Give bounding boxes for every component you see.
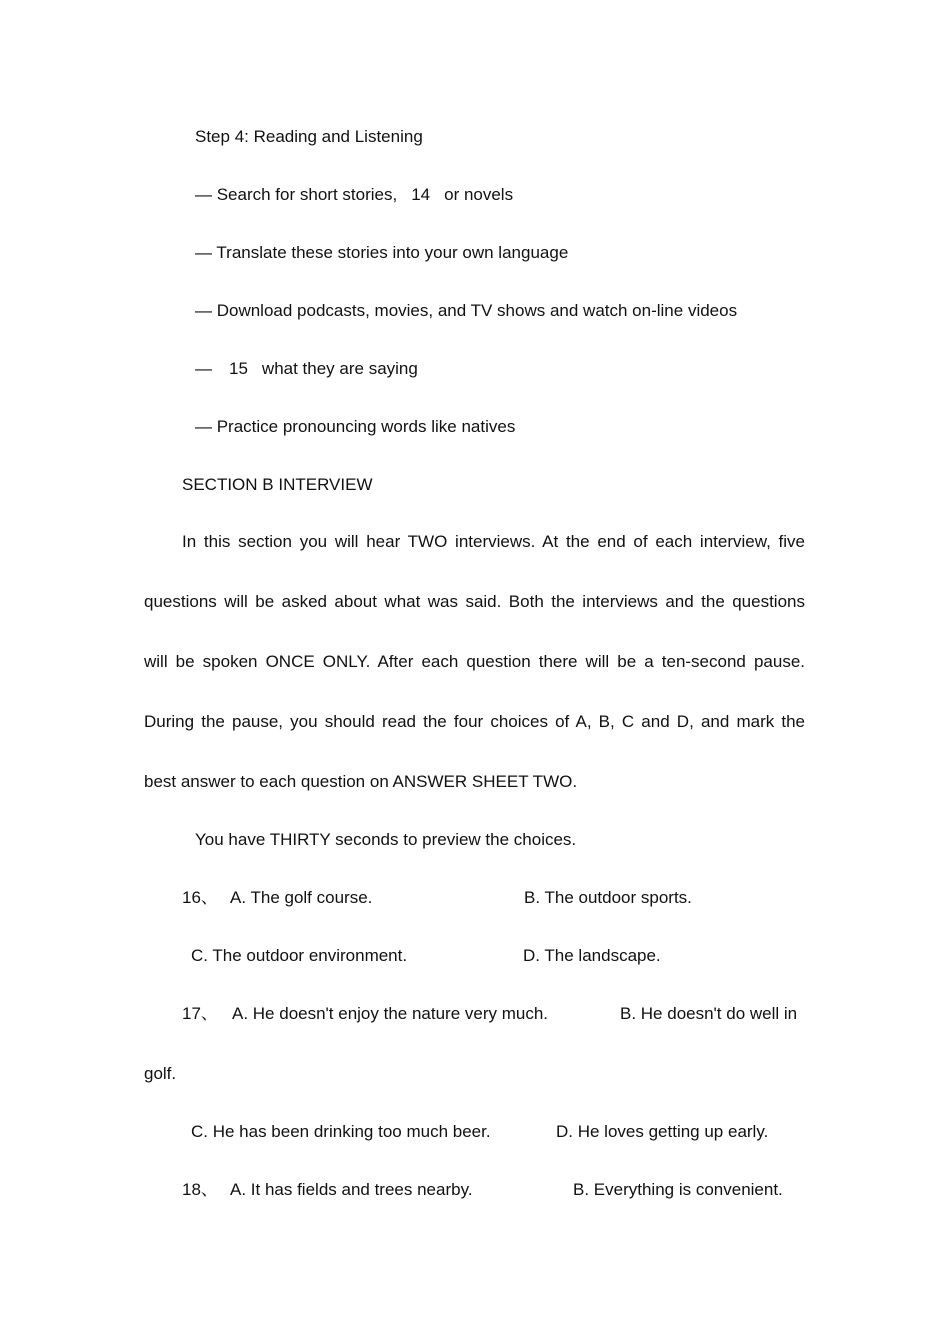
- step4-item-5: — Practice pronouncing words like natives: [195, 417, 516, 436]
- q16-number: 16、: [182, 888, 218, 907]
- q17-option-c: C. He has been drinking too much beer.: [191, 1122, 491, 1141]
- step4-item-1: [195, 184, 513, 206]
- item1-text: — Search for short stories,: [195, 185, 398, 204]
- q17-option-a: A. He doesn't enjoy the nature very much.: [232, 1004, 549, 1023]
- blank-15: 15: [229, 359, 248, 378]
- q16-option-a: A. The golf course.: [230, 888, 373, 907]
- instruction-line-3: will be spoken ONCE ONLY. After each question there will be a ten-second pause.: [144, 652, 805, 671]
- q17-option-b: B. He doesn't do well in: [620, 1004, 798, 1023]
- blank-14: 14: [411, 185, 431, 204]
- item1-text-after: or novels: [444, 185, 514, 204]
- q17-number: 17、: [182, 1004, 218, 1023]
- q18-option-b: B. Everything is convenient.: [573, 1180, 783, 1199]
- instruction-line-1: In this section you will hear TWO interviews. At the end of each interview, five: [182, 532, 805, 551]
- instruction-line-4: During the pause, you should read the four choices of A, B, C and D, and mark the: [144, 712, 805, 731]
- step4-item-3: — Download podcasts, movies, and TV shows and watch on-line videos: [195, 301, 738, 320]
- item4-text: what they are saying: [261, 359, 418, 378]
- q16-option-b: B. The outdoor sports.: [524, 888, 692, 907]
- preview-note: You have THIRTY seconds to preview the choices.: [195, 830, 577, 849]
- q17-option-d: D. He loves getting up early.: [556, 1122, 769, 1141]
- step4-item-4: [195, 358, 418, 380]
- step4-heading: Step 4: Reading and Listening: [195, 127, 423, 146]
- q18-number: 18、: [182, 1180, 218, 1199]
- section-b-title: SECTION B INTERVIEW: [182, 475, 373, 494]
- q16-option-c: C. The outdoor environment.: [191, 946, 408, 965]
- item4-dash: —: [195, 359, 212, 378]
- q17-option-b-continued: golf.: [144, 1064, 177, 1083]
- step4-item-2: — Translate these stories into your own language: [195, 243, 569, 262]
- q16-option-d: D. The landscape.: [523, 946, 661, 965]
- instruction-line-5: best answer to each question on ANSWER SHEET TWO.: [144, 772, 578, 791]
- q18-option-a: A. It has fields and trees nearby.: [230, 1180, 473, 1199]
- instruction-line-2: questions will be asked about what was said. Both the interviews and the questions: [144, 592, 805, 611]
